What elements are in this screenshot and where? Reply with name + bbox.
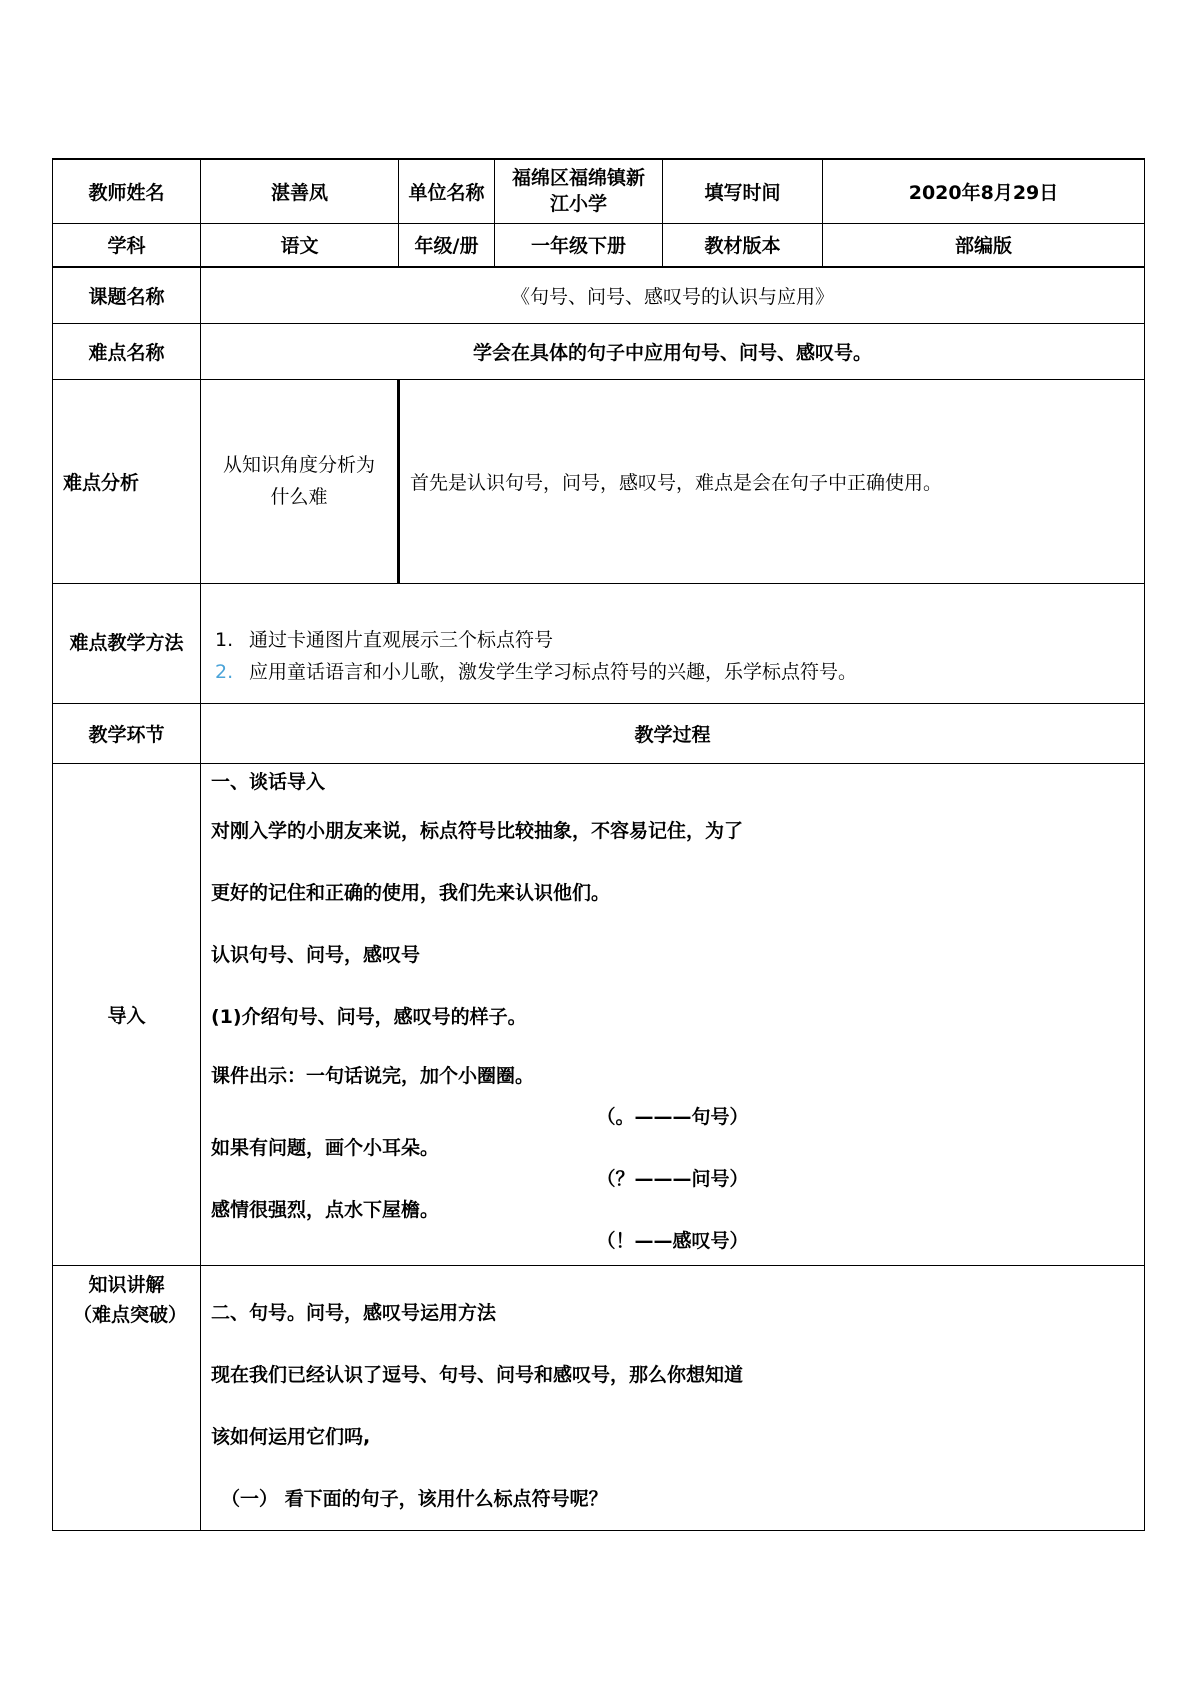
- method-item-2: [201, 656, 1144, 688]
- intro-symbol-period: （。———句号）: [596, 1105, 749, 1128]
- lesson-plan-table: [52, 158, 1145, 1531]
- intro-content: [201, 763, 1145, 1265]
- intro-label: 导入: [53, 763, 201, 1265]
- process-label: 教学过程: [201, 703, 1145, 763]
- edition-label: 教材版本: [663, 223, 823, 267]
- analysis-label: 难点分析: [53, 379, 201, 583]
- date-value: 2020年8月29日: [823, 159, 1145, 223]
- unit-value: 福绵区福绵镇新江小学: [495, 159, 663, 223]
- row-analysis: [53, 379, 1145, 583]
- row-knowledge: [53, 1265, 1145, 1530]
- lesson-plan: [52, 158, 1144, 1531]
- intro-p3: 认识句号、问号，感叹号: [211, 943, 421, 966]
- knowledge-heading: 二、句号。问号，感叹号运用方法: [211, 1301, 497, 1324]
- edition-value: 部编版: [823, 223, 1145, 267]
- difficulty-label: 难点名称: [53, 323, 201, 379]
- difficulty-value: 学会在具体的句子中应用句号、问号、感叹号。: [201, 323, 1145, 379]
- teacher-value: 湛善凤: [201, 159, 399, 223]
- row-topic: [53, 267, 1145, 323]
- intro-p5: 课件出示：一句话说完，加个小圈圈。: [211, 1064, 535, 1087]
- knowledge-p2: 该如何运用它们吗,: [211, 1425, 371, 1448]
- method-num-2: 2.: [215, 660, 234, 683]
- intro-p6: 如果有问题，画个小耳朵。: [211, 1136, 440, 1159]
- topic-label: 课题名称: [53, 267, 201, 323]
- method-num-1: 1.: [215, 628, 234, 651]
- row-subject: [53, 223, 1145, 267]
- grade-label: 年级/册: [399, 223, 495, 267]
- intro-p1: 对刚入学的小朋友来说，标点符号比较抽象，不容易记住，为了: [211, 819, 744, 842]
- intro-p2: 更好的记住和正确的使用，我们先来认识他们。: [211, 881, 611, 904]
- subject-value: 语文: [201, 223, 399, 267]
- method-text-2: 应用童话语言和小儿歌，激发学生学习标点符号的兴趣，乐学标点符号。: [249, 660, 858, 683]
- process-stage-label: 教学环节: [53, 703, 201, 763]
- unit-label: 单位名称: [399, 159, 495, 223]
- subject-label: 学科: [53, 223, 201, 267]
- date-label: 填写时间: [663, 159, 823, 223]
- row-intro: [53, 763, 1145, 1265]
- analysis-content: 首先是认识句号，问号，感叹号，难点是会在句子中正确使用。: [399, 379, 1145, 583]
- intro-heading: 一、谈话导入: [211, 770, 326, 793]
- row-process-header: [53, 703, 1145, 763]
- knowledge-content: [201, 1265, 1145, 1530]
- row-methods: [53, 583, 1145, 703]
- row-difficulty: [53, 323, 1145, 379]
- method-item-1: [201, 624, 1144, 656]
- knowledge-label: 知识讲解（难点突破）: [53, 1265, 201, 1530]
- intro-symbol-question: （？———问号）: [596, 1167, 749, 1190]
- knowledge-p3: （一） 看下面的句子，该用什么标点符号呢？: [221, 1487, 608, 1510]
- methods-label: 难点教学方法: [53, 583, 201, 703]
- row-teacher: [53, 159, 1145, 223]
- methods-list: [201, 583, 1145, 703]
- analysis-angle: 从知识角度分析为什么难: [201, 379, 399, 583]
- intro-p7: 感情很强烈，点水下屋檐。: [211, 1198, 440, 1221]
- method-text-1: 通过卡通图片直观展示三个标点符号: [249, 628, 554, 651]
- teacher-label: 教师姓名: [53, 159, 201, 223]
- intro-symbol-exclamation: （！——感叹号）: [596, 1229, 749, 1252]
- grade-value: 一年级下册: [495, 223, 663, 267]
- knowledge-p1: 现在我们已经认识了逗号、句号、问号和感叹号，那么你想知道: [211, 1363, 744, 1386]
- topic-value: 《句号、问号、感叹号的认识与应用》: [201, 267, 1145, 323]
- intro-p4: (1)介绍句号、问号，感叹号的样子。: [211, 1005, 527, 1028]
